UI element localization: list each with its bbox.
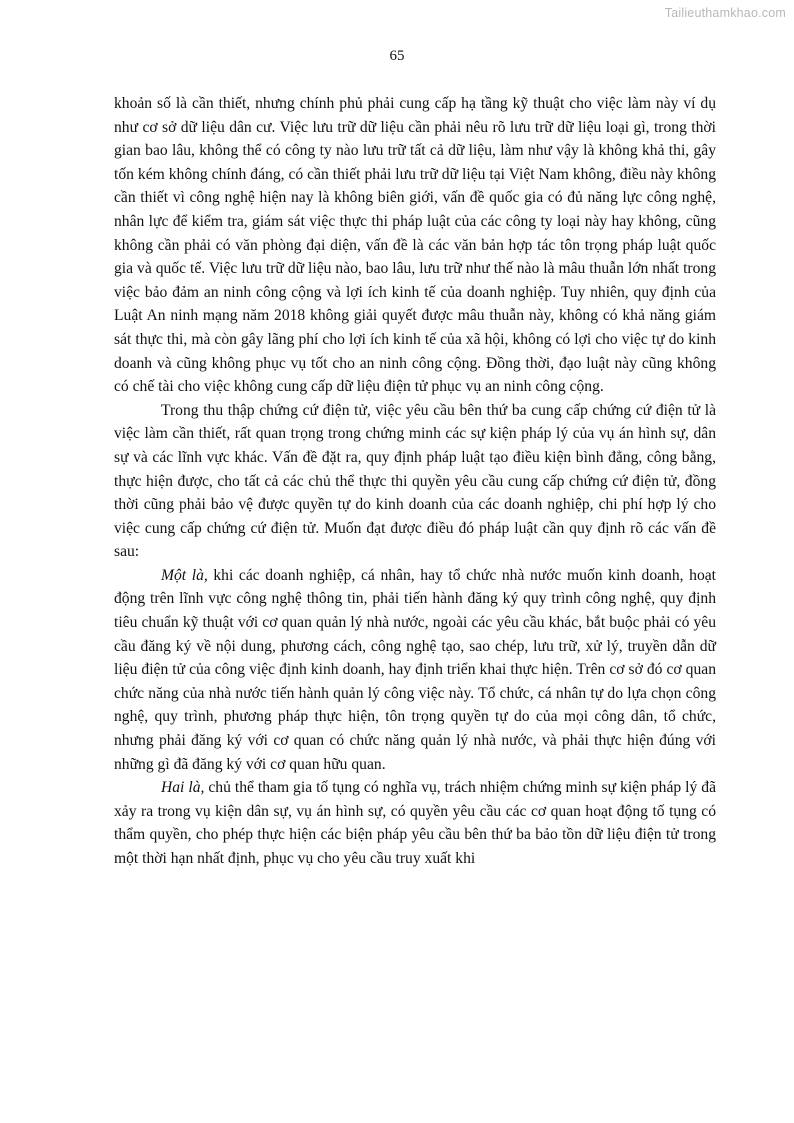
watermark: Tailieuthamkhao.com: [664, 6, 786, 20]
paragraph-continuation: [114, 92, 716, 399]
page-number: 65: [389, 48, 405, 64]
paragraph-text: Trong thu thập chứng cứ điện tử, việc yêu cầu bên thứ ba cung cấp chứng cứ điện tử là việc làm cần thiết, rất quan trọng trong chứng minh các sự kiện pháp lý của vụ án hình sự, dân sự và các lĩnh vực khác. Vấn đề đặt ra, quy định pháp luật tạo điều kiện bình đẳng, công bằng, thực hiện được, cho tất cả các chủ thể thực thi quyền yêu cầu cung cấp chứng cứ điện tử, đồng thời cũng phải bảo vệ được quyền tự do kinh doanh của các doanh nghiệp, chi phí hợp lý cho việc cung cấp chứng cứ điện tử. Muốn đạt được điều đó pháp luật cần quy định rõ các vấn đề sau:: [114, 401, 716, 561]
document-body: [114, 92, 716, 871]
paragraph-lead: Hai là,: [161, 779, 205, 797]
paragraph-text: khoản số là cần thiết, nhưng chính phủ phải cung cấp hạ tầng kỹ thuật cho việc làm này ví dụ như cơ sở dữ liệu dân cư. Việc lưu trữ dữ liệu cần phải nêu rõ lưu trữ dữ liệu loại gì, trong thời gian bao lâu, không thể có công ty nào lưu trữ tất cả dữ liệu, làm như vậy là không khả thi, gây tốn kém không chính đáng, có cần thiết phải lưu trữ dữ liệu tại Việt Nam không, điều này không cần thiết vì công nghệ hiện nay là không biên giới, vấn đề quốc gia có đủ năng lực công nghệ, nhân lực để kiểm tra, giám sát việc thực thi pháp luật của các công ty loại này hay không, cũng không cần phải có văn phòng đại diện, vấn đề là các văn bản hợp tác tôn trọng pháp luật quốc gia và quốc tế. Việc lưu trữ dữ liệu nào, bao lâu, lưu trữ như thế nào là mâu thuẫn lớn nhất trong việc bảo đảm an ninh công cộng và lợi ích kinh tế của doanh nghiệp. Tuy nhiên, quy định của Luật An ninh mạng năm 2018 không giải quyết được mâu thuẫn này, không có khả năng giám sát thực thi, mà còn gây lãng phí cho lợi ích kinh tế của xã hội, không có lợi cho việc tự do kinh doanh và cũng không phục vụ tốt cho an ninh công cộng. Đồng thời, đạo luật này cũng không có chế tài cho việc không cung cấp dữ liệu điện tử phục vụ an ninh công cộng.: [114, 95, 716, 396]
paragraph-evidence: [114, 399, 716, 564]
paragraph-point-one: [114, 564, 716, 776]
paragraph-lead: Một là,: [161, 566, 208, 584]
paragraph-text: chủ thể tham gia tố tụng có nghĩa vụ, trách nhiệm chứng minh sự kiện pháp lý đã xảy ra trong vụ kiện dân sự, vụ án hình sự, có quyền yêu cầu các cơ quan hoạt động tố tụng có thẩm quyền, cho phép thực hiện các biện pháp yêu cầu bên thứ ba bảo tồn dữ liệu điện tử trong một thời hạn nhất định, phục vụ cho yêu cầu truy xuất khi: [114, 779, 716, 867]
paragraph-point-two: [114, 776, 716, 870]
paragraph-text: khi các doanh nghiệp, cá nhân, hay tổ chức nhà nước muốn kinh doanh, hoạt động trên lĩnh vực công nghệ thông tin, phải tiến hành đăng ký quy trình công nghệ, quy định tiêu chuẩn kỹ thuật với cơ quan quản lý nhà nước, ngoài các yêu cầu khác, bắt buộc phải có yêu cầu đăng ký về nội dung, phương cách, công nghệ tạo, sao chép, lưu trữ, xử lý, truyền dẫn dữ liệu điện tử của công việc định kinh doanh, hay định triển khai thực hiện. Trên cơ sở đó cơ quan chức năng của nhà nước tiến hành quản lý công việc này. Tổ chức, cá nhân tự do lựa chọn công nghệ, quy trình, phương pháp thực hiện, tôn trọng quyền tự do của mọi công dân, tổ chức, nhưng phải đăng ký với cơ quan có chức năng quản lý nhà nước, và phải thực hiện đúng với những gì đã đăng ký với cơ quan hữu quan.: [114, 566, 716, 773]
